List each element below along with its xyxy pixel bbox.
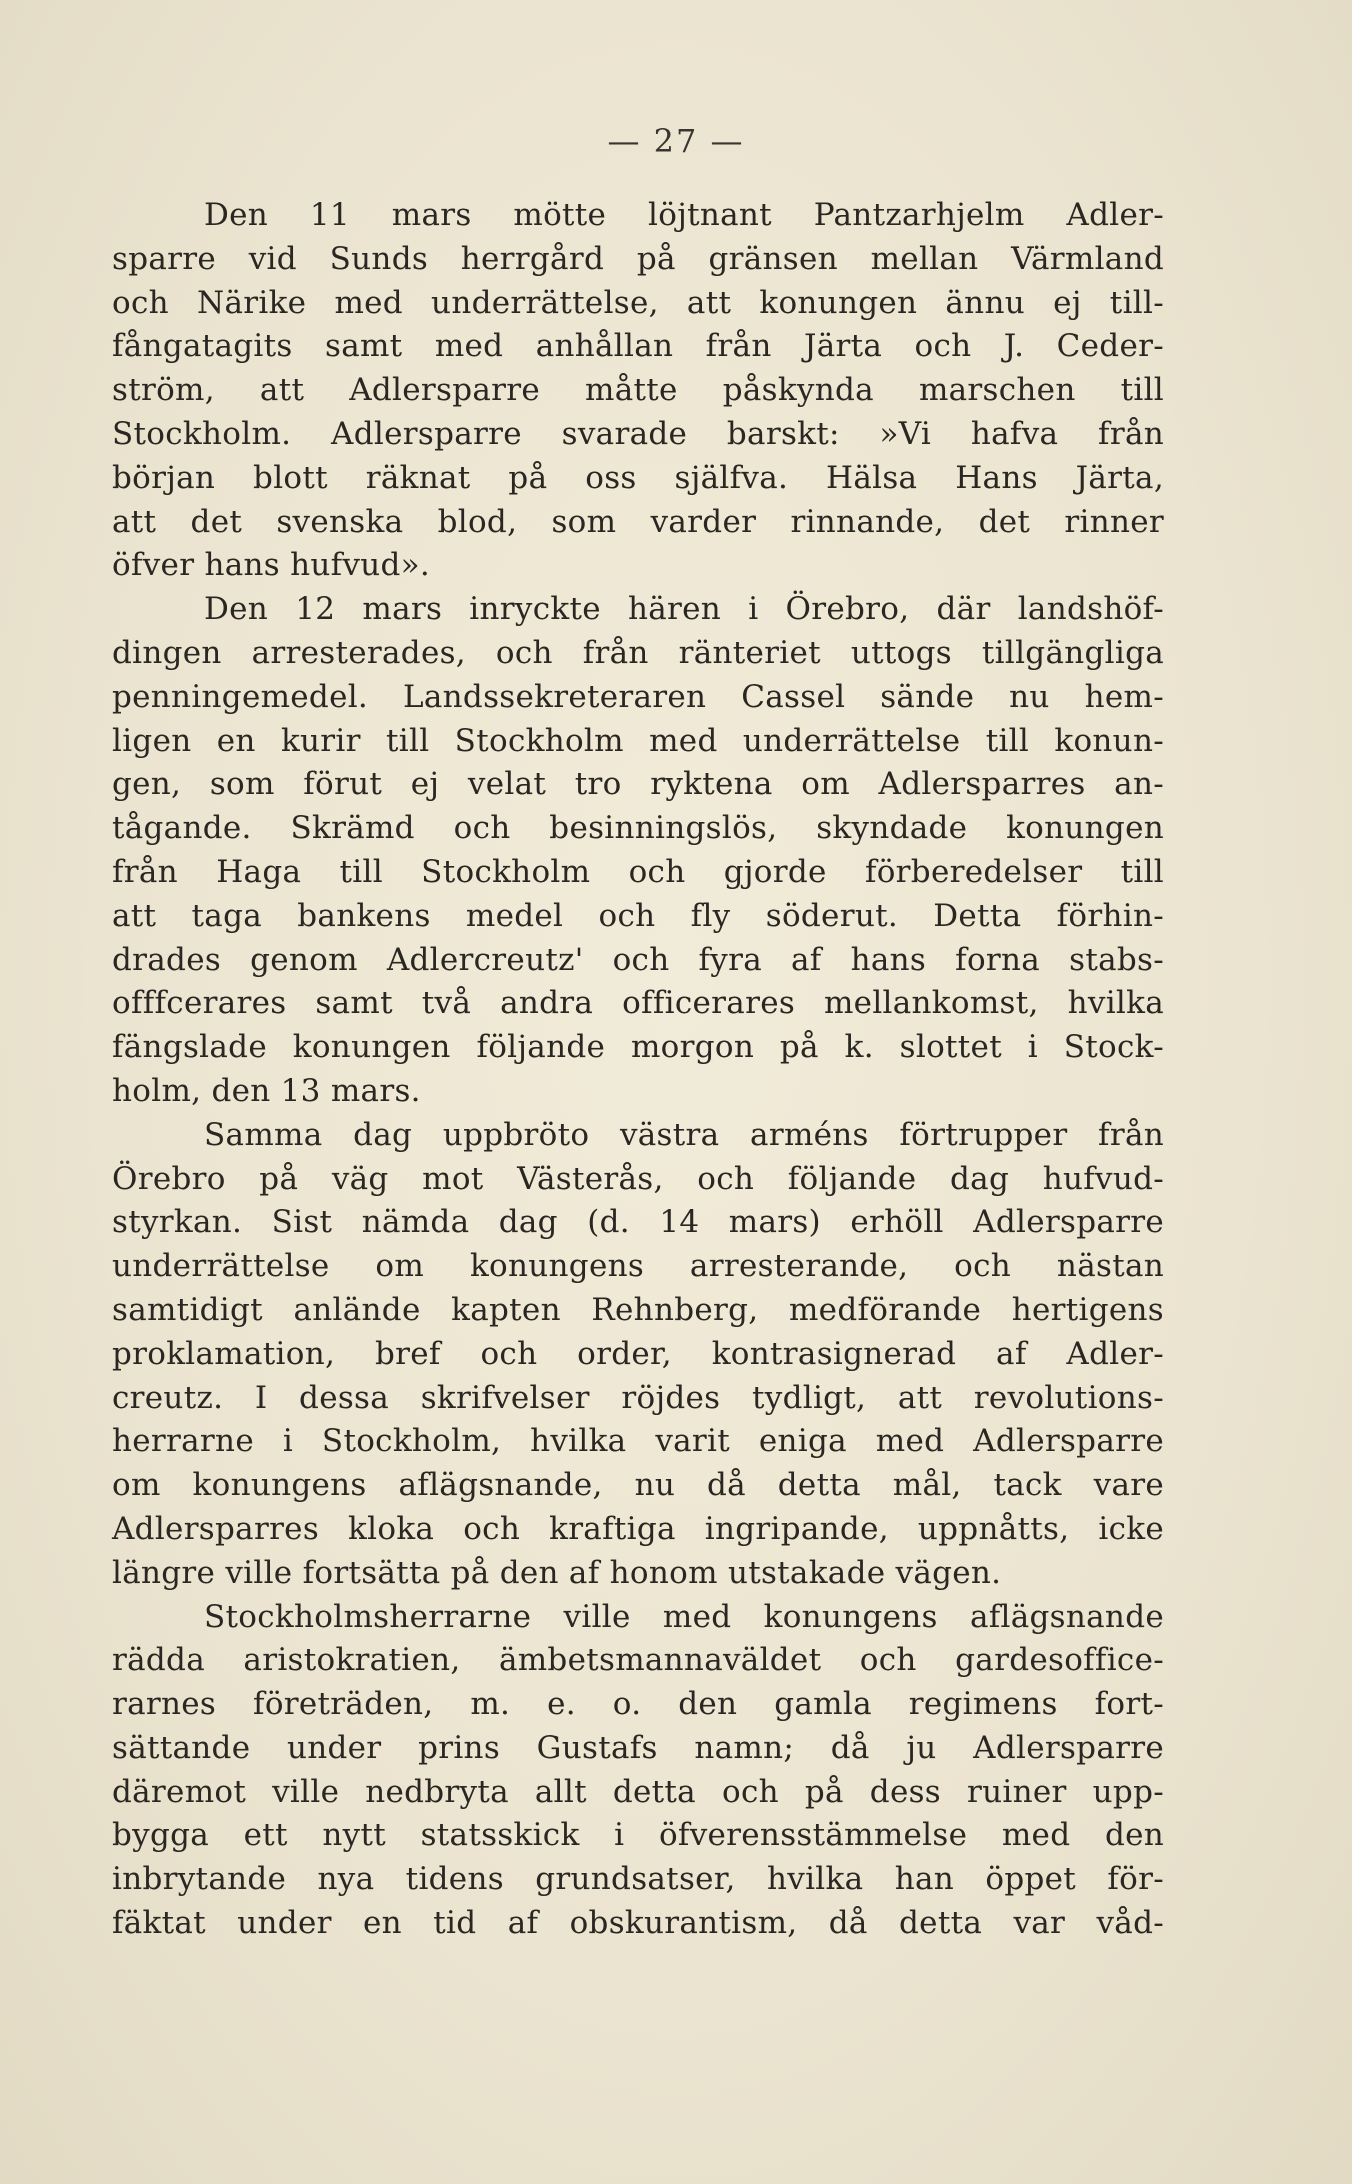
text-line: fängslade konungen följande morgon på k. slottet i Stock- bbox=[112, 1029, 1164, 1066]
body-text bbox=[112, 194, 1164, 1946]
text-line: och Närike med underrättelse, att konungen ännu ej till- bbox=[112, 284, 1164, 321]
page-number: — 27 — bbox=[607, 122, 745, 160]
text-line: tågande. Skrämd och besinningslös, skyndade konungen bbox=[112, 810, 1164, 847]
text-line: Samma dag uppbröto västra arméns förtrupper från bbox=[204, 1116, 1164, 1153]
text-line: inbrytande nya tidens grundsatser, hvilka han öppet för- bbox=[112, 1861, 1164, 1898]
text-line: creutz. I dessa skrifvelser röjdes tydligt, att revolutions- bbox=[112, 1379, 1164, 1416]
text-line: öfver hans hufvud». bbox=[112, 547, 431, 584]
text-line: fångatagits samt med anhållan från Järta och J. Ceder- bbox=[112, 328, 1164, 365]
text-line: rarnes företräden, m. e. o. den gamla regimens fort- bbox=[112, 1686, 1164, 1723]
text-line: bygga ett nytt statsskick i öfverensstämmelse med den bbox=[112, 1817, 1164, 1854]
text-line: penningemedel. Landssekreteraren Cassel sände nu hem- bbox=[112, 678, 1164, 715]
text-line: Den 11 mars mötte löjtnant Pantzarhjelm Adler- bbox=[204, 197, 1164, 233]
text-line: att det svenska blod, som varder rinnande, det rinner bbox=[112, 503, 1164, 540]
text-line: sättande under prins Gustafs namn; då ju Adlersparre bbox=[112, 1729, 1164, 1766]
text-line: proklamation, bref och order, kontrasignerad af Adler- bbox=[112, 1335, 1164, 1372]
text-line: Stockholm. Adlersparre svarade barskt: »Vi hafva från bbox=[112, 415, 1164, 452]
text-line: samtidigt anlände kapten Rehnberg, medförande hertigens bbox=[112, 1291, 1164, 1328]
text-line: ström, att Adlersparre måtte påskynda marschen till bbox=[112, 372, 1164, 409]
text-line: herrarne i Stockholm, hvilka varit eniga med Adlersparre bbox=[112, 1423, 1164, 1460]
text-line: offfcerares samt två andra officerares mellankomst, hvilka bbox=[112, 985, 1164, 1022]
text-line: Adlersparres kloka och kraftiga ingripande, uppnåtts, icke bbox=[112, 1510, 1164, 1547]
text-line: om konungens aflägsnande, nu då detta mål, tack vare bbox=[112, 1467, 1164, 1504]
text-line: Örebro på väg mot Västerås, och följande dag hufvud- bbox=[112, 1160, 1164, 1197]
text-line: längre ville fortsätta på den af honom utstakade vägen. bbox=[112, 1554, 1002, 1591]
text-line: underrättelse om konungens arresterande, och nästan bbox=[112, 1248, 1164, 1285]
text-line: styrkan. Sist nämda dag (d. 14 mars) erhöll Adlersparre bbox=[112, 1204, 1164, 1241]
text-line: att taga bankens medel och fly söderut. Detta förhin- bbox=[112, 897, 1164, 934]
text-line: däremot ville nedbryta allt detta och på dess ruiner upp- bbox=[112, 1773, 1164, 1810]
text-line: början blott räknat på oss själfva. Hälsa Hans Järta, bbox=[112, 459, 1164, 496]
text-line: Den 12 mars inryckte hären i Örebro, där landshöf- bbox=[204, 591, 1164, 628]
text-line: sparre vid Sunds herrgård på gränsen mellan Värmland bbox=[112, 240, 1164, 277]
text-line: drades genom Adlercreutz' och fyra af hans forna stabs- bbox=[112, 941, 1164, 978]
text-line: fäktat under en tid af obskurantism, då detta var våd- bbox=[112, 1905, 1164, 1942]
text-line: ligen en kurir till Stockholm med underrättelse till konun- bbox=[112, 722, 1164, 759]
text-line: dingen arresterades, och från ränteriet uttogs tillgängliga bbox=[112, 634, 1164, 671]
text-line: rädda aristokratien, ämbetsmannaväldet och gardesoffice- bbox=[112, 1642, 1164, 1679]
text-line: gen, som förut ej velat tro ryktena om Adlersparres an- bbox=[112, 766, 1164, 803]
text-line: holm, den 13 mars. bbox=[112, 1072, 421, 1109]
text-line: från Haga till Stockholm och gjorde förberedelser till bbox=[112, 853, 1164, 890]
text-line: Stockholmsherrarne ville med konungens aflägsnande bbox=[204, 1598, 1164, 1635]
